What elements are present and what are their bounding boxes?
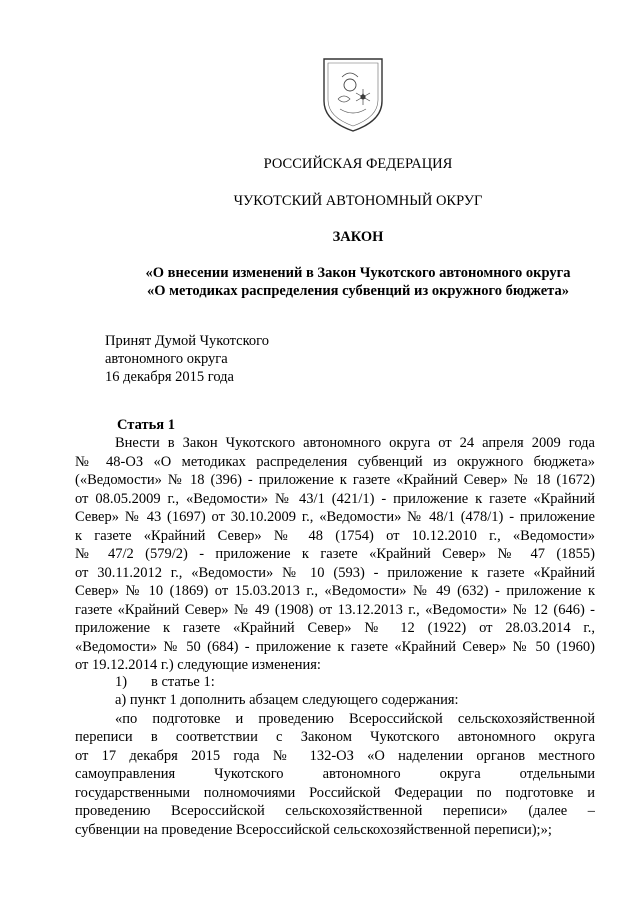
adoption-line-2: автономного округа: [105, 351, 228, 367]
article-line: от 30.11.2012 г., «Ведомости» № 10 (593) - приложение к газете «Крайний: [75, 564, 595, 581]
adoption-line-1: Принят Думой Чукотского: [105, 333, 270, 349]
article-line: Север» № 10 (1869) от 15.03.2013 г., «Ведомости» № 49 (632) - приложение к: [75, 583, 595, 599]
list-item-1: [115, 673, 215, 691]
article-line: от 19.12.2014 г.) следующие изменения:: [75, 657, 321, 673]
article-line: № 48-ОЗ «О методиках распределения субвенций из окружного бюджета»: [75, 453, 595, 470]
article-line: Север» № 43 (1697) от 30.10.2009 г., «Ведомости» № 48/1 (478/1) - приложение: [75, 509, 595, 525]
article-line: приложение к газете «Крайний Север» № 12 (1922) от 28.03.2014 г.,: [75, 620, 595, 636]
law-title-line-1: «О внесении изменений в Закон Чукотского автономного округа: [145, 265, 571, 281]
article-line: газете «Крайний Север» № 49 (1908) от 13.12.2013 г., «Ведомости» № 12 (646) -: [75, 601, 595, 618]
subitem-line: субвенции на проведение Всероссийской сельскохозяйственной переписи);»;: [75, 821, 552, 838]
adoption-block: [105, 332, 269, 386]
article-line: «Ведомости» № 50 (684) - приложение к газете «Крайний Север» № 50 (1960): [75, 638, 595, 655]
subitem-line: самоуправления Чукотского автономного округа отдельными: [75, 766, 595, 782]
subitem-line: а) пункт 1 дополнить абзацем следующего содержания:: [115, 692, 459, 708]
article-line: («Ведомости» № 18 (396) - приложение к газете «Крайний Север» № 18 (1672): [75, 472, 595, 488]
list-item-text: в статье 1:: [151, 674, 215, 690]
subitem-line: проведению Всероссийской сельскохозяйственной переписи» (далее –: [75, 803, 595, 819]
article-body: [75, 434, 595, 675]
article-line: № 47/2 (579/2) - приложение к газете «Крайний Север» № 47 (1855): [75, 546, 595, 562]
article-line: Внести в Закон Чукотского автономного округа от 24 апреля 2009 года: [115, 435, 595, 451]
subitem-line: от 17 декабря 2015 года № 132-ОЗ «О наделении органов местного: [75, 747, 595, 764]
list-item-number: 1): [115, 674, 128, 690]
subitem-line: государственными полномочиями Российской Федерации по подготовке и: [75, 784, 595, 801]
adoption-date: 16 декабря 2015 года: [105, 369, 234, 385]
article-title: Статья 1: [117, 417, 175, 433]
country-heading: РОССИЙСКАЯ ФЕДЕРАЦИЯ: [263, 156, 453, 172]
region-heading: ЧУКОТСКИЙ АВТОНОМНЫЙ ОКРУГ: [233, 193, 483, 209]
subitem-body: [75, 691, 595, 839]
subitem-line: переписи в соответствии с Законом Чукотского автономного округа: [75, 729, 595, 745]
subitem-line: «по подготовке и проведению Всероссийской сельскохозяйственной: [115, 710, 595, 727]
coat-of-arms-icon: [320, 55, 386, 135]
document-type-heading: ЗАКОН: [332, 229, 384, 245]
law-title-line-2: «О методиках распределения субвенций из окружного бюджета»: [147, 283, 569, 299]
article-line: от 08.05.2009 г., «Ведомости» № 43/1 (421/1) - приложение к газете «Крайний: [75, 490, 595, 507]
article-line: к газете «Крайний Север» № 48 (1754) от 10.12.2010 г., «Ведомости»: [75, 527, 595, 544]
